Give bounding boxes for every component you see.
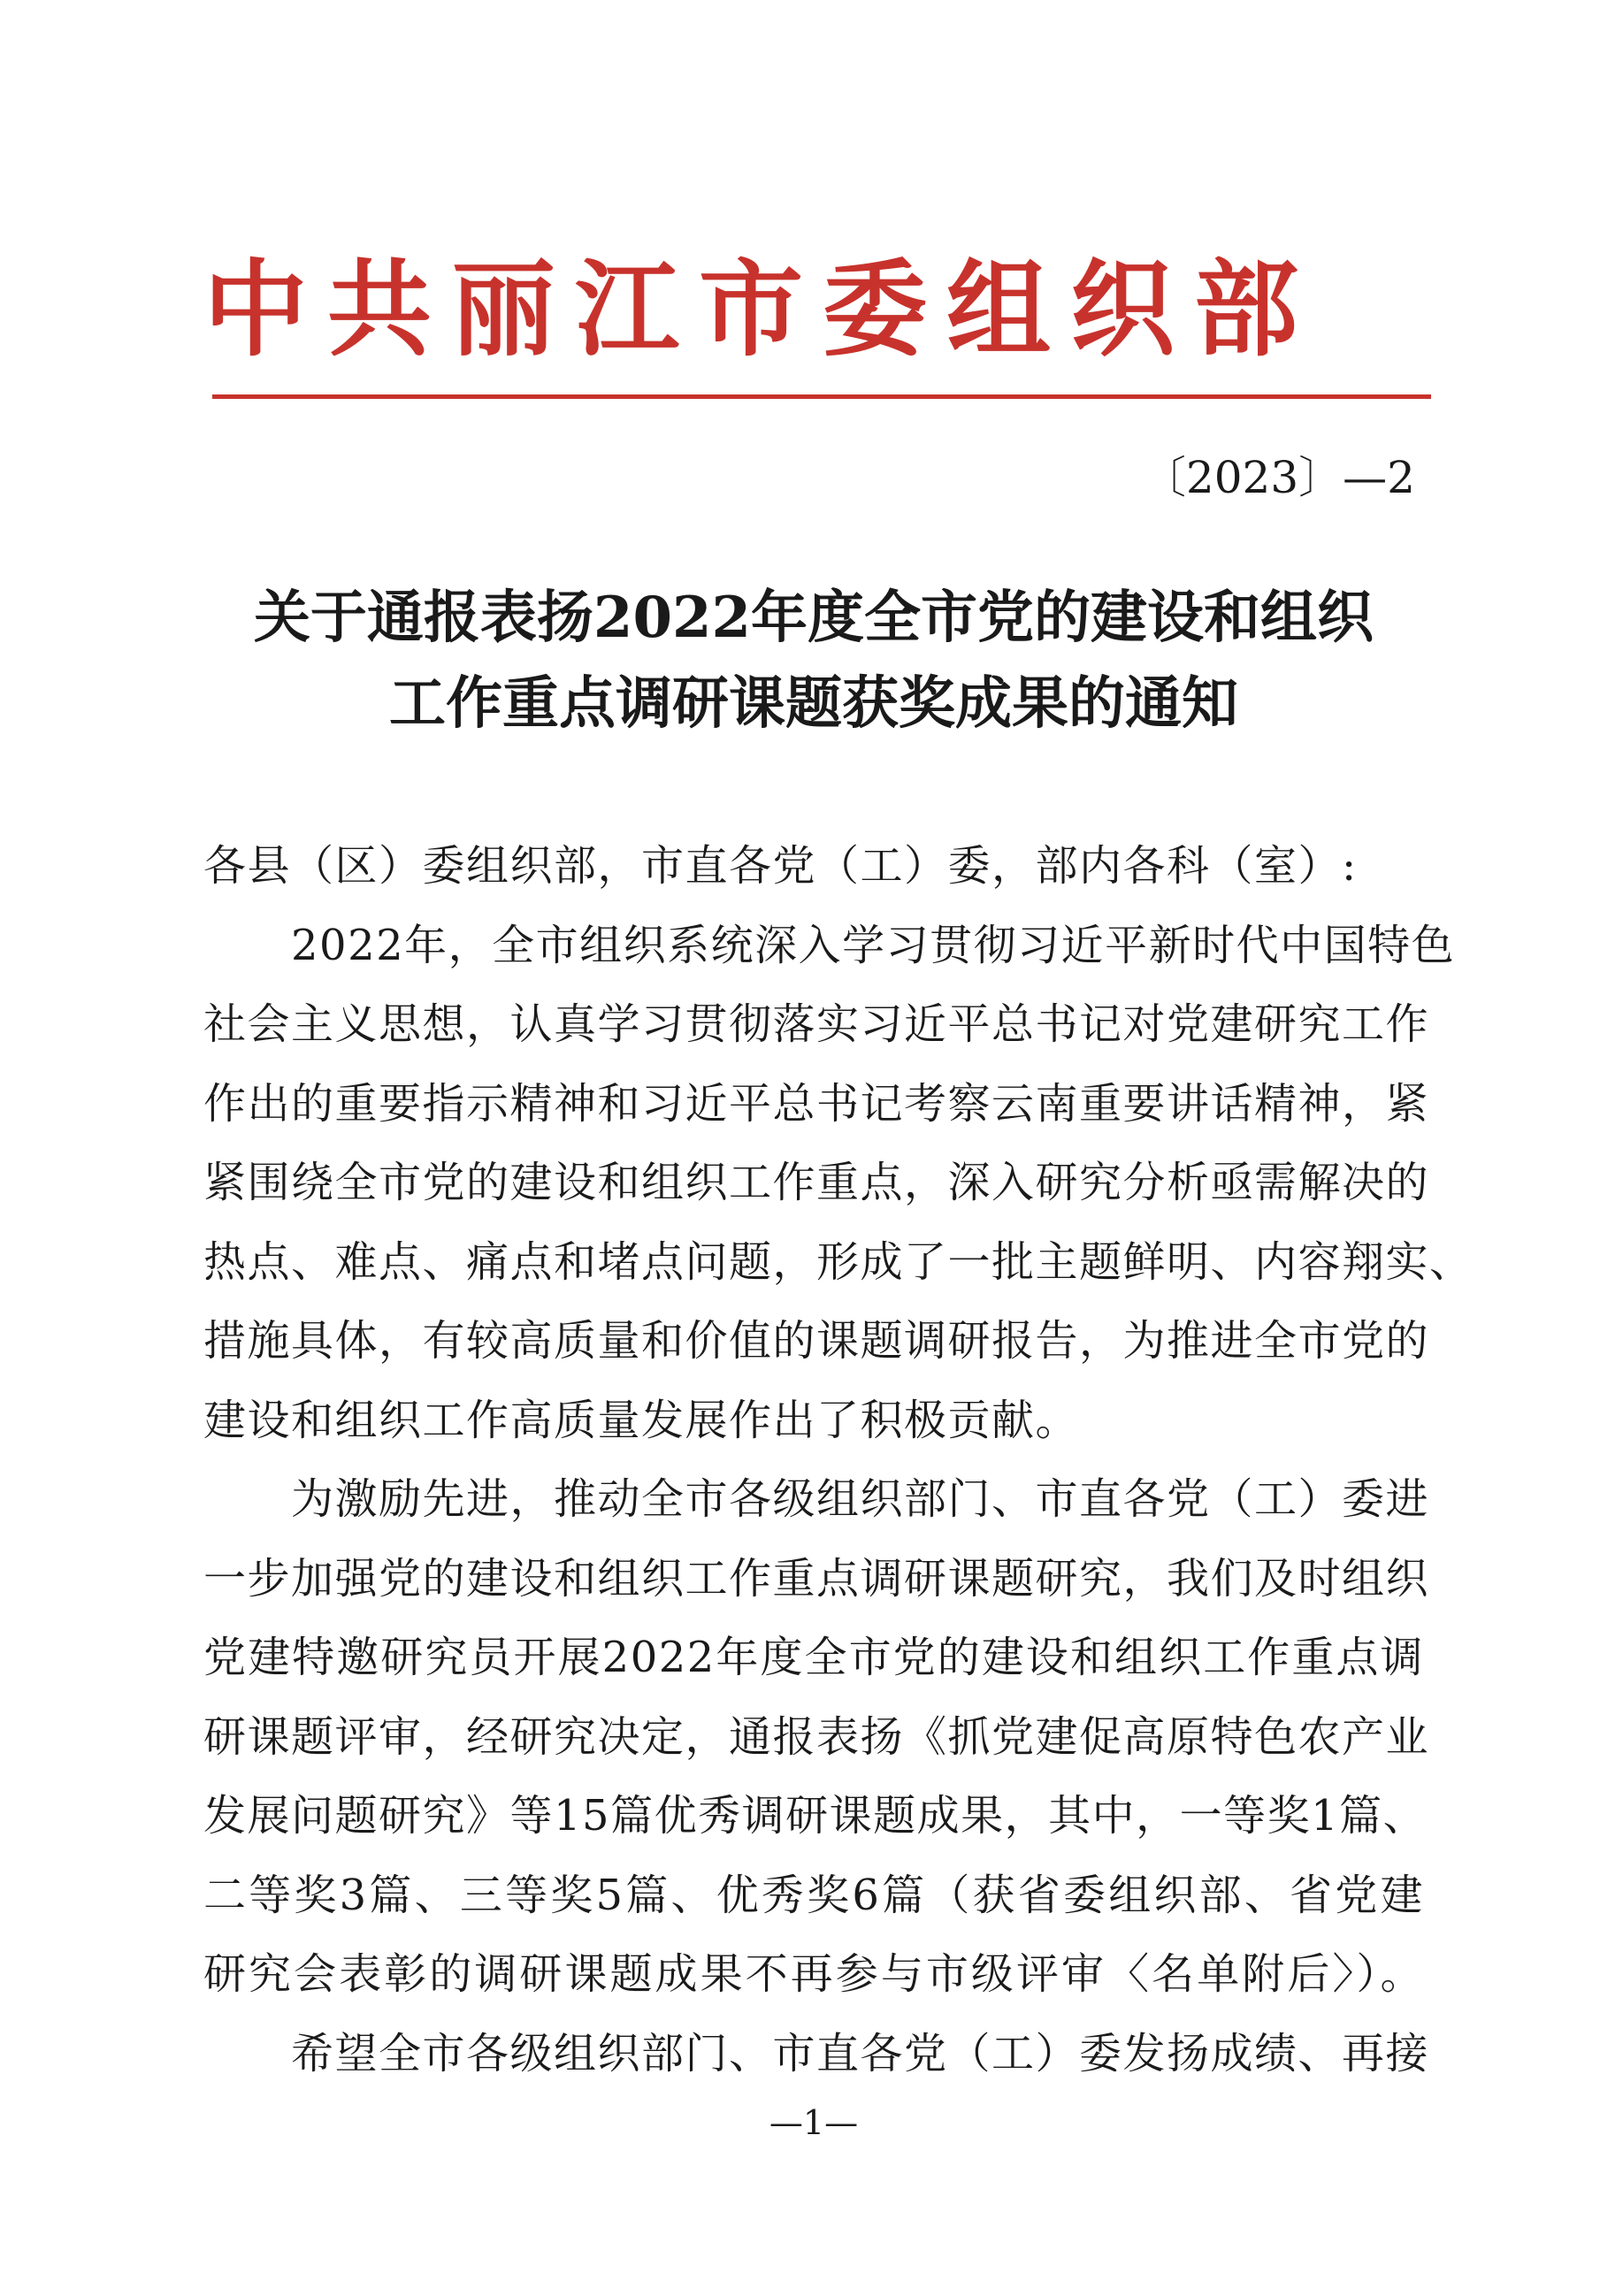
- notice-body: [203, 827, 1474, 2093]
- body-line: 发展问题研究》等15篇优秀调研课题成果，其中，一等奖1篇、: [203, 1791, 1428, 1841]
- body-line: 紧围绕全市党的建设和组织工作重点，深入研究分析亟需解决的: [203, 1158, 1430, 1207]
- body-line: 为激励先进，推动全市各级组织部门、市直各党（工）委进: [203, 1474, 1430, 1524]
- title-line-1: 关于通报表扬2022年度全市党的建设和组织: [253, 585, 1374, 651]
- body-line: 研课题评审，经研究决定，通报表扬《抓党建促高原特色农产业: [203, 1711, 1430, 1762]
- body-line: 研究会表彰的调研课题成果不再参与市级评审〈名单附后〉）。: [203, 1949, 1424, 1999]
- body-line: 一步加强党的建设和组织工作重点调研课题研究，我们及时组织: [203, 1553, 1430, 1603]
- red-divider-line: [212, 394, 1431, 399]
- notice-title: [203, 575, 1424, 746]
- page-number: —1—: [769, 2103, 859, 2142]
- issuing-organization-header: 中共丽江市委组织部: [203, 248, 1319, 371]
- body-line: 二等奖3篇、三等奖5篇、优秀奖6篇（获省委组织部、省党建: [203, 1870, 1424, 1920]
- body-line: 措施具体，有较高质量和价值的课题调研报告，为推进全市党的: [203, 1316, 1430, 1366]
- salutation-line: 各县（区）委组织部，市直各党（工）委，部内各科（室）:: [203, 841, 1358, 891]
- body-line: 作出的重要指示精神和习近平总书记考察云南重要讲话精神，紧: [203, 1078, 1430, 1129]
- document-number: 〔2023〕—2: [1141, 452, 1415, 503]
- body-line: 热点、难点、痛点和堵点问题，形成了一批主题鲜明、内容翔实、: [203, 1236, 1474, 1287]
- body-line: 党建特邀研究员开展2022年度全市党的建设和组织工作重点调: [203, 1633, 1424, 1682]
- body-line: 建设和组织工作高质量发展作出了积极贡献。: [203, 1395, 1080, 1445]
- title-line-2: 工作重点调研课题获奖成果的通知: [389, 670, 1238, 737]
- body-line: 社会主义思想，认真学习贯彻落实习近平总书记对党建研究工作: [203, 999, 1430, 1049]
- body-line: 2022年，全市组织系统深入学习贯彻习近平新时代中国特色: [203, 920, 1456, 970]
- body-line: 希望全市各级组织部门、市直各党（工）委发扬成绩、再接: [203, 2028, 1430, 2078]
